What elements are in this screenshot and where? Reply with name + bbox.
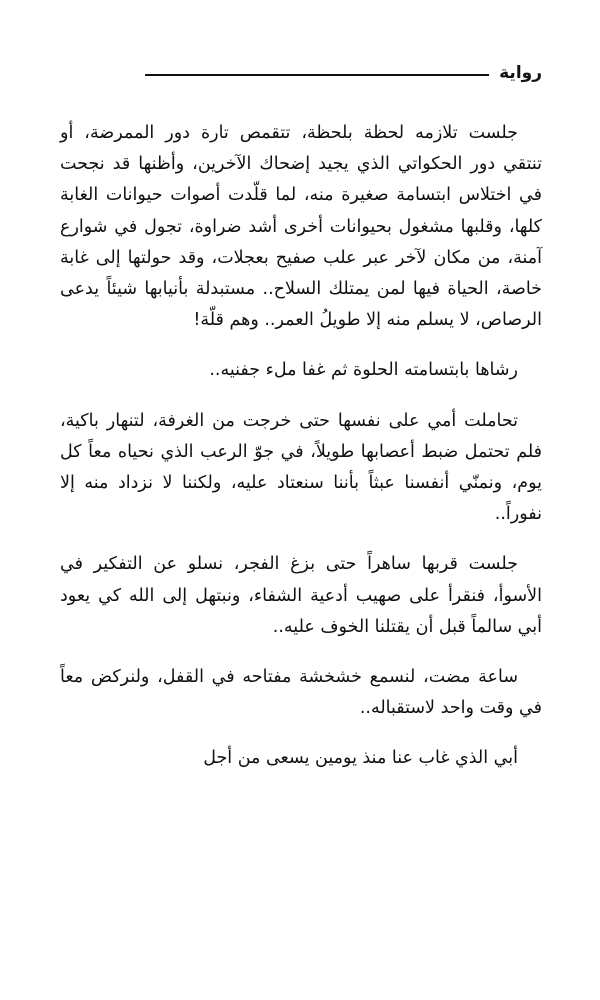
running-header — [145, 58, 542, 88]
paragraph: أبي الذي غاب عنا منذ يومين يسعى من أجل — [203, 748, 518, 769]
paragraph: تحاملت أمي على نفسها حتى خرجت من الغرفة، لتنهار باكية، فلم تحتمل ضبط أعصابها طويلاً، في جوّ الرعب الذي نحياه معاً كل يوم، ونمنّي أنفسنا عبثاً بأننا سنعتاد عليه، ولكننا لا نزداد منه إلا نفوراً.. — [60, 410, 542, 525]
paragraph: ساعة مضت، لنسمع خشخشة مفتاحه في القفل، ولنركض معاً في وقت واحد لاستقباله.. — [60, 667, 542, 719]
section-label: رواية — [499, 63, 542, 83]
paragraph: جلست قربها ساهراً حتى بزغ الفجر، نسلو عن التفكير في الأسوأ، فنقرأ على صهيب أدعية الشفاء، ونبتهل إلى الله كي يعود أبي سالماً قبل أن يقتلنا الخوف عليه.. — [60, 554, 542, 637]
paragraph: جلست تلازمه لحظة بلحظة، تتقمص تارة دور الممرضة، أو تنتقي دور الحكواتي الذي يجيد إضحاك الآخرين، وأظنها قد نجحت في اختلاس ابتسامة صغيرة منه، لما قلّدت أصوات حيوانات الغابة كلها، وقلبها مشغول بحيوانات أخرى أشد ضراوة، تجول في شوارع آمنة، من مكان لآخر عبر علب صفيح بعجلات، وقد حولتها إلى غابة خاصة، الحياة فيها لمن يمتلك السلاح.. مستبدلة بأنيابها شيئاً يدعى الرصاص، لا يسلم منه إلا طويلُ العمر.. وهم قلّة! — [60, 123, 542, 331]
header-rule — [145, 74, 489, 76]
paragraph: رشاها بابتسامته الحلوة ثم غفا ملء جفنيه.. — [209, 360, 518, 381]
page-body — [60, 118, 542, 775]
